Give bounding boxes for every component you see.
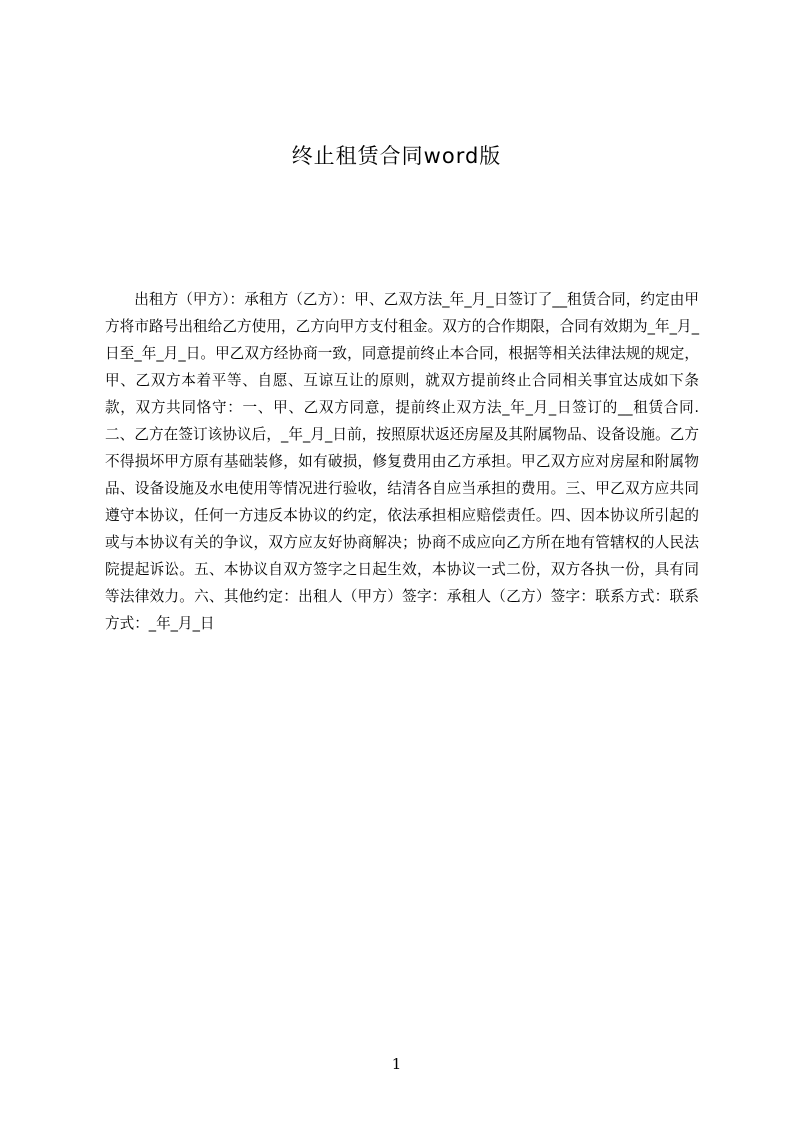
contract-body-text: 出租方（甲方）：承租方（乙方）：甲、乙双方法_年_月_日签订了__租赁合同，约定由甲方将市路号出租给乙方使用，乙方向甲方支付租金。双方的合作期限，合同有效期为_年_月_日至_年_月_日。甲乙双方经协商一致，同意提前终止本合同，根据等相关法律法规的规定，甲、乙双方本着平等、自愿、互谅互让的原则，就双方提前终止合同相关事宜达成如下条款，双方共同恪守：一、甲、乙双方同意，提前终止双方法_年_月_日签订的__租赁合同.二、乙方在签订该协议后，_年_月_日前，按照原状返还房屋及其附属物品、设备设施。乙方不得损坏甲方原有基础装修，如有破损，修复费用由乙方承担。甲乙双方应对房屋和附属物品、设备设施及水电使用等情况进行验收，结清各自应当承担的费用。三、甲乙双方应共同遵守本协议，任何一方违反本协议的约定，依法承担相应赔偿责任。四、因本协议所引起的或与本协议有关的争议，双方应友好协商解决；协商不成应向乙方所在地有管辖权的人民法院提起诉讼。五、本协议自双方签字之日起生效，本协议一式二份，双方各执一份，具有同等法律效力。六、其他约定：出租人（甲方）签字：承租人（乙方）签字：联系方式：联系方式：_年_月_日 [105,291,699,632]
page-number: 1 [391,1055,402,1073]
document-title: 终止租赁合同word版 [291,144,502,168]
